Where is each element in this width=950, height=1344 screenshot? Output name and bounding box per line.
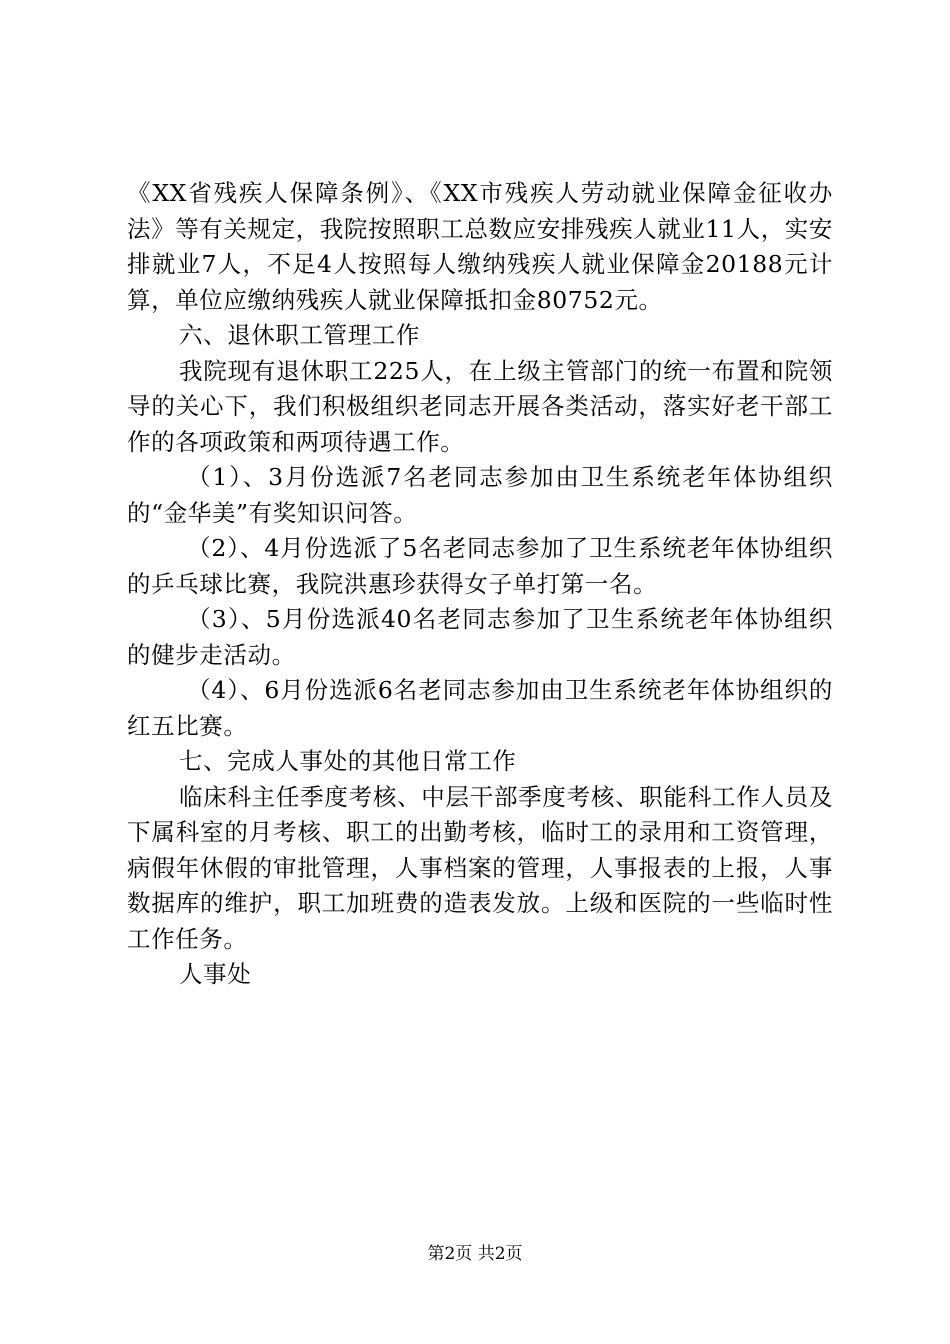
- list-item-activity-2: （2）、4月份选派了5名老同志参加了卫生系统老年体协组织的乒乓球比赛，我院洪惠珍获得女子单打第一名。: [127, 534, 833, 598]
- section-heading-other-work: 七、完成人事处的其他日常工作: [179, 747, 517, 775]
- list-item-activity-4: （4）、6月份选派6名老同志参加由卫生系统老年体协组织的红五比赛。: [127, 676, 833, 740]
- list-item-activity-3: （3）、5月份选派40名老同志参加了卫生系统老年体协组织的健步走活动。: [127, 605, 833, 669]
- paragraph-other-work: 临床科主任季度考核、中层干部季度考核、职能科工作人员及下属科室的月考核、职工的出勤考核，临时工的录用和工资管理，病假年休假的审批管理，人事档案的管理，人事报表的上报，人事数据库的维护，职工加班费的造表发放。上级和医院的一些临时性工作任务。: [127, 782, 833, 953]
- section-heading-retired-staff: 六、退休职工管理工作: [179, 321, 420, 349]
- paragraph-retired-staff: 我院现有退休职工225人，在上级主管部门的统一布置和院领导的关心下，我们积极组织老同志开展各类活动，落实好老干部工作的各项政策和两项待遇工作。: [127, 356, 833, 456]
- list-item-activity-1: （1）、3月份选派7名老同志参加由卫生系统老年体协组织的“金华美”有奖知识问答。: [127, 463, 833, 527]
- signature-department: 人事处: [179, 960, 252, 988]
- document-body: [127, 176, 833, 993]
- paragraph-disability-employment: 《XX省残疾人保障条例》、《XX市残疾人劳动就业保障金征收办法》等有关规定，我院按照职工总数应安排残疾人就业11人，实安排就业7人，不足4人按照每人缴纳残疾人就业保障金20188元计算，单位应缴纳残疾人就业保障抵扣金80752元。: [127, 179, 833, 314]
- page-number-footer: 第2页 共2页: [427, 1244, 523, 1264]
